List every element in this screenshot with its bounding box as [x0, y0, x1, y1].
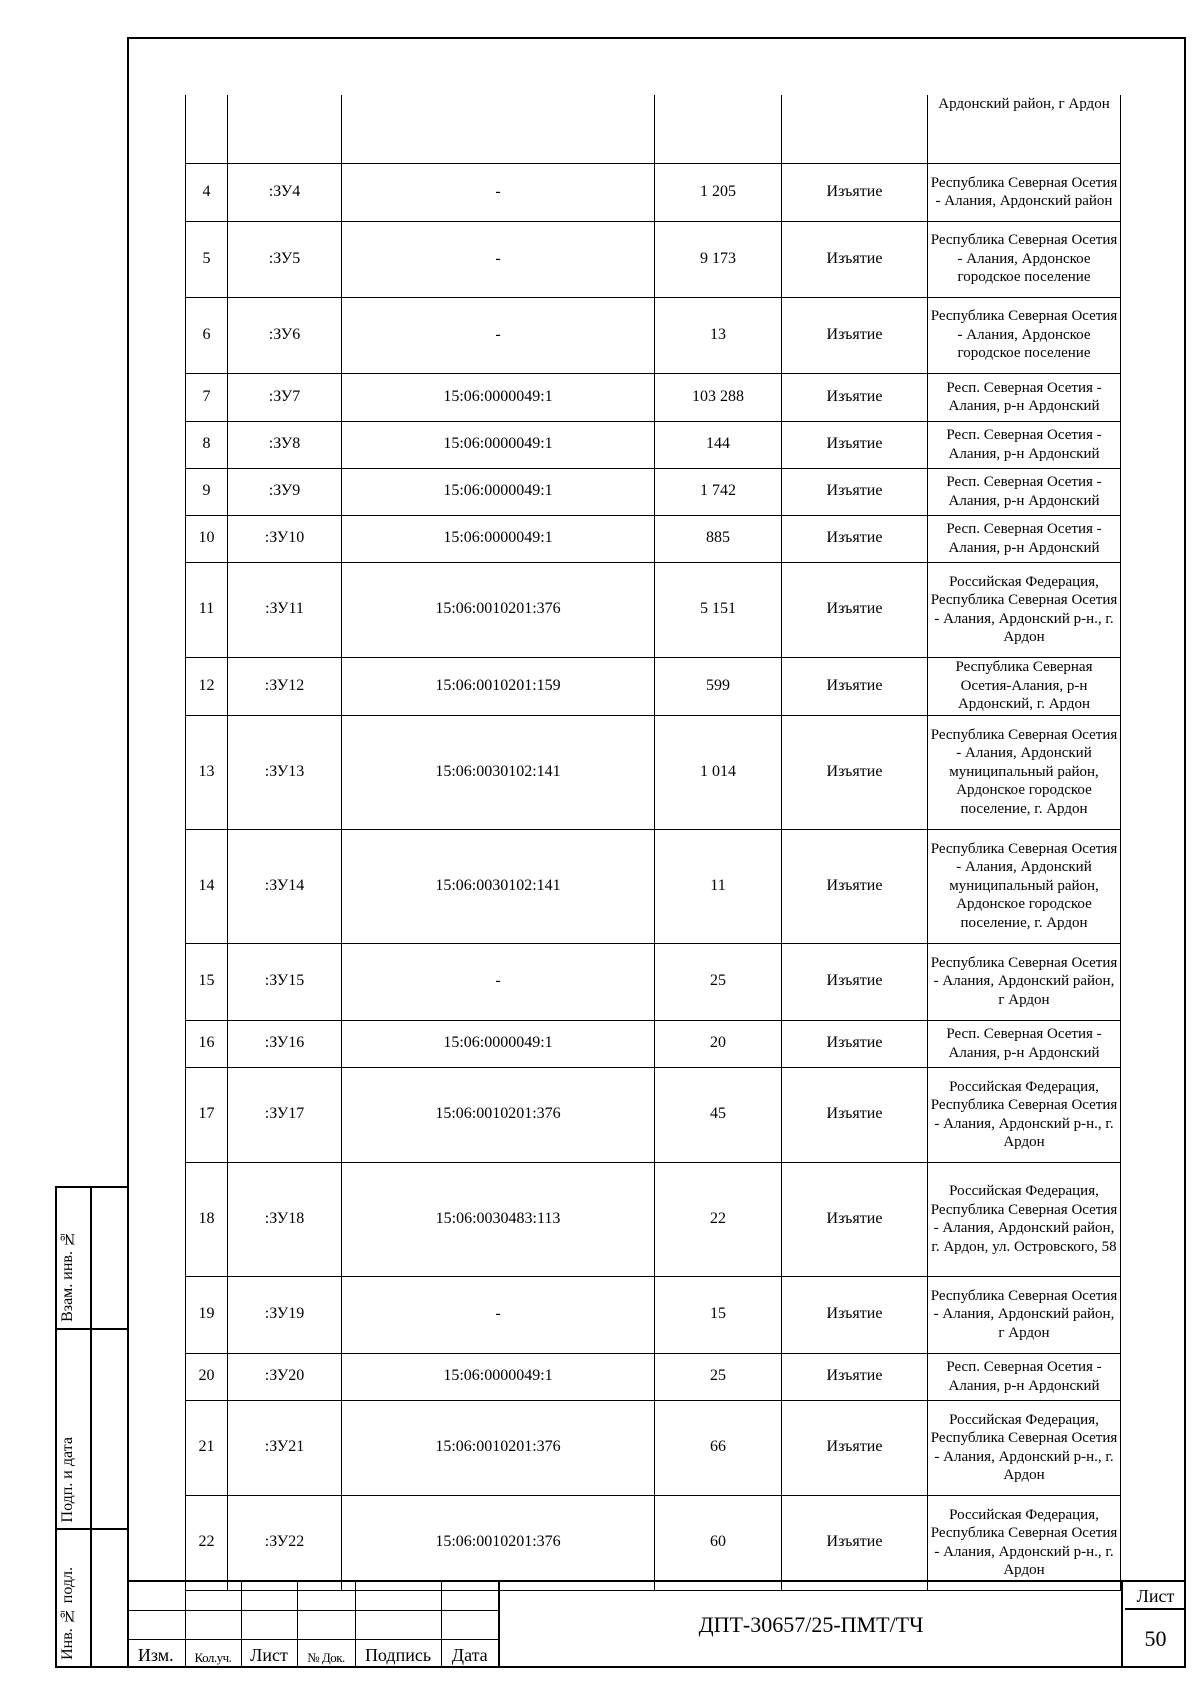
cell-zu: :ЗУ14 [228, 829, 342, 943]
cell-address: Республика Северная Осетия - Алания, Ардонский муниципальный район, Ардонское городское поселение, г. Ардон [928, 715, 1121, 829]
cell-address: Российская Федерация, Республика Северная Осетия - Алания, Ардонский р-н., г. Ардон [928, 1400, 1121, 1495]
table-row [186, 1162, 1121, 1276]
cell-area: 60 [655, 1495, 782, 1590]
cell-zu [228, 95, 342, 163]
cell-type: Изъятие [782, 715, 928, 829]
cell-cadastral: - [342, 297, 655, 373]
kol-label: Кол.уч. [185, 1639, 241, 1668]
side-stamp [55, 1186, 127, 1668]
cell-address: Российская Федерация, Республика Северная Осетия - Алания, Ардонский р-н., г. Ардон [928, 1495, 1121, 1590]
cell-type: Изъятие [782, 297, 928, 373]
cell-address: Республика Северная Осетия-Алания, р-н Ардонский, г. Ардон [928, 657, 1121, 715]
cell-address: Российская Федерация, Республика Северная Осетия - Алания, Ардонский район, г. Ардон, ул. Островского, 58 [928, 1162, 1121, 1276]
cell-area: 13 [655, 297, 782, 373]
table-row [186, 715, 1121, 829]
cell-cadastral: - [342, 1276, 655, 1353]
cell-cadastral: 15:06:0010201:159 [342, 657, 655, 715]
cell-zu: :ЗУ16 [228, 1020, 342, 1067]
cell-address: Респ. Северная Осетия - Алания, р-н Ардонский [928, 468, 1121, 515]
izm-label: Изм. [127, 1639, 185, 1668]
cell-type: Изъятие [782, 468, 928, 515]
cell-type: Изъятие [782, 657, 928, 715]
cell-type: Изъятие [782, 421, 928, 468]
cell-zu: :ЗУ7 [228, 373, 342, 421]
cell-address: Респ. Северная Осетия - Алания, р-н Ардонский [928, 1020, 1121, 1067]
document-code: ДПТ-30657/25-ПМТ/ТЧ [501, 1582, 1123, 1668]
cell-address: Республика Северная Осетия - Алания, Ардонский район, г Ардон [928, 1276, 1121, 1353]
cell-number: 19 [186, 1276, 228, 1353]
podpis-label: Подпись [355, 1639, 441, 1668]
cell-area: 11 [655, 829, 782, 943]
cell-address: Российская Федерация, Республика Северная Осетия - Алания, Ардонский р-н., г. Ардон [928, 1067, 1121, 1162]
cell-type: Изъятие [782, 1162, 928, 1276]
cell-number: 10 [186, 515, 228, 562]
sheet-number: 50 [1144, 1626, 1167, 1651]
cell-type: Изъятие [782, 163, 928, 221]
table-row [186, 421, 1121, 468]
table-row-continuation [186, 95, 1121, 163]
table-row [186, 515, 1121, 562]
table-row [186, 1020, 1121, 1067]
cell-type: Изъятие [782, 562, 928, 657]
cell-number: 4 [186, 163, 228, 221]
cell-type: Изъятие [782, 1067, 928, 1162]
table-row [186, 1067, 1121, 1162]
cell-cadastral: 15:06:0000049:1 [342, 1353, 655, 1400]
cell-cadastral: 15:06:0030102:141 [342, 715, 655, 829]
cell-area: 45 [655, 1067, 782, 1162]
cell-cadastral: - [342, 221, 655, 297]
cell-cadastral: 15:06:0010201:376 [342, 1495, 655, 1590]
cell-zu: :ЗУ21 [228, 1400, 342, 1495]
side-cell-inv [57, 1530, 127, 1666]
table-row [186, 373, 1121, 421]
table-row [186, 297, 1121, 373]
cell-zu: :ЗУ15 [228, 943, 342, 1020]
cell-address: Респ. Северная Осетия - Алания, р-н Ардонский [928, 373, 1121, 421]
ndok-label: № Док. [297, 1639, 355, 1668]
cell-area: 1 014 [655, 715, 782, 829]
cell-address: Республика Северная Осетия - Алания, Ардонский район, г Ардон [928, 943, 1121, 1020]
cell-zu: :ЗУ13 [228, 715, 342, 829]
title-block [127, 1580, 1186, 1668]
cell-cadastral: 15:06:0030483:113 [342, 1162, 655, 1276]
table-row [186, 1495, 1121, 1590]
cell-address: Респ. Северная Осетия - Алания, р-н Ардонский [928, 421, 1121, 468]
cell-cadastral: 15:06:0000049:1 [342, 468, 655, 515]
cell-address: Республика Северная Осетия - Алания, Ардонское городское поселение [928, 221, 1121, 297]
cell-number: 20 [186, 1353, 228, 1400]
cell-area: 1 742 [655, 468, 782, 515]
cell-number: 11 [186, 562, 228, 657]
cell-zu: :ЗУ9 [228, 468, 342, 515]
cell-cadastral: 15:06:0010201:376 [342, 562, 655, 657]
cell-area [655, 95, 782, 163]
cell-zu: :ЗУ19 [228, 1276, 342, 1353]
cell-cadastral: 15:06:0010201:376 [342, 1400, 655, 1495]
cell-zu: :ЗУ4 [228, 163, 342, 221]
cell-number: 18 [186, 1162, 228, 1276]
cell-address: Российская Федерация, Республика Северная Осетия - Алания, Ардонский р-н., г. Ардон [928, 562, 1121, 657]
cell-number: 14 [186, 829, 228, 943]
cell-zu: :ЗУ12 [228, 657, 342, 715]
cell-number: 16 [186, 1020, 228, 1067]
cell-cadastral: 15:06:0000049:1 [342, 515, 655, 562]
cell-type: Изъятие [782, 1495, 928, 1590]
cell-area: 22 [655, 1162, 782, 1276]
cell-zu: :ЗУ6 [228, 297, 342, 373]
cell-zu: :ЗУ18 [228, 1162, 342, 1276]
cell-zu: :ЗУ20 [228, 1353, 342, 1400]
cell-type: Изъятие [782, 373, 928, 421]
cell-number: 5 [186, 221, 228, 297]
cell-area: 144 [655, 421, 782, 468]
inv-label: Инв. № подл. [59, 1567, 76, 1660]
cell-number: 6 [186, 297, 228, 373]
table-row [186, 562, 1121, 657]
table-row [186, 1353, 1121, 1400]
cell-type: Изъятие [782, 1276, 928, 1353]
cell-address: Республика Северная Осетия - Алания, Ардонский район [928, 163, 1121, 221]
cell-area: 66 [655, 1400, 782, 1495]
cell-number: 9 [186, 468, 228, 515]
cell-area: 599 [655, 657, 782, 715]
table-row [186, 468, 1121, 515]
cell-cadastral: - [342, 943, 655, 1020]
cell-number: 7 [186, 373, 228, 421]
cell-area: 1 205 [655, 163, 782, 221]
side-cell-podp [57, 1330, 127, 1530]
cell-address: Респ. Северная Осетия - Алания, р-н Ардонский [928, 515, 1121, 562]
list-label: Лист [241, 1639, 297, 1668]
cell-type: Изъятие [782, 221, 928, 297]
cell-area: 5 151 [655, 562, 782, 657]
cell-type [782, 95, 928, 163]
title-block-grid [127, 1582, 500, 1668]
cell-address: Республика Северная Осетия - Алания, Ардонский муниципальный район, Ардонское городское поселение, г. Ардон [928, 829, 1121, 943]
cell-number: 15 [186, 943, 228, 1020]
cell-zu: :ЗУ5 [228, 221, 342, 297]
cell-area: 25 [655, 943, 782, 1020]
cell-number: 13 [186, 715, 228, 829]
side-cell-vzam [57, 1188, 127, 1330]
cell-zu: :ЗУ11 [228, 562, 342, 657]
sheet-label: Лист [1125, 1582, 1186, 1610]
sheet-box [1125, 1582, 1186, 1668]
cell-zu: :ЗУ8 [228, 421, 342, 468]
podp-label: Подп. и дата [59, 1436, 76, 1522]
cell-cadastral: 15:06:0000049:1 [342, 1020, 655, 1067]
vzam-label: Взам. инв. № [59, 1230, 76, 1322]
cell-cadastral [342, 95, 655, 163]
table-row [186, 1400, 1121, 1495]
cell-address: Республика Северная Осетия - Алания, Ардонское городское поселение [928, 297, 1121, 373]
cell-number: 17 [186, 1067, 228, 1162]
cell-zu: :ЗУ10 [228, 515, 342, 562]
cell-area: 885 [655, 515, 782, 562]
cell-area: 103 288 [655, 373, 782, 421]
cell-zu: :ЗУ17 [228, 1067, 342, 1162]
cell-type: Изъятие [782, 1400, 928, 1495]
cell-type: Изъятие [782, 1020, 928, 1067]
table-row [186, 829, 1121, 943]
table-row [186, 943, 1121, 1020]
cell-cadastral: 15:06:0000049:1 [342, 421, 655, 468]
table-row [186, 163, 1121, 221]
cell-number: 12 [186, 657, 228, 715]
table-row [186, 657, 1121, 715]
cell-zu: :ЗУ22 [228, 1495, 342, 1590]
cell-number: 21 [186, 1400, 228, 1495]
cell-cadastral: 15:06:0030102:141 [342, 829, 655, 943]
cell-area: 9 173 [655, 221, 782, 297]
cell-cadastral: 15:06:0000049:1 [342, 373, 655, 421]
cell-area: 15 [655, 1276, 782, 1353]
cell-type: Изъятие [782, 515, 928, 562]
cell-cadastral: 15:06:0010201:376 [342, 1067, 655, 1162]
data-label: Дата [441, 1639, 499, 1668]
cell-address: Ардонский район, г Ардон [928, 95, 1121, 163]
cell-type: Изъятие [782, 943, 928, 1020]
table-row [186, 1276, 1121, 1353]
table-row [186, 221, 1121, 297]
cell-cadastral: - [342, 163, 655, 221]
cell-number: 8 [186, 421, 228, 468]
cell-area: 20 [655, 1020, 782, 1067]
cell-number: 22 [186, 1495, 228, 1590]
cell-address: Респ. Северная Осетия - Алания, р-н Ардонский [928, 1353, 1121, 1400]
cell-type: Изъятие [782, 1353, 928, 1400]
cell-number [186, 95, 228, 163]
cell-area: 25 [655, 1353, 782, 1400]
cell-type: Изъятие [782, 829, 928, 943]
land-plots-table [185, 95, 1121, 1591]
